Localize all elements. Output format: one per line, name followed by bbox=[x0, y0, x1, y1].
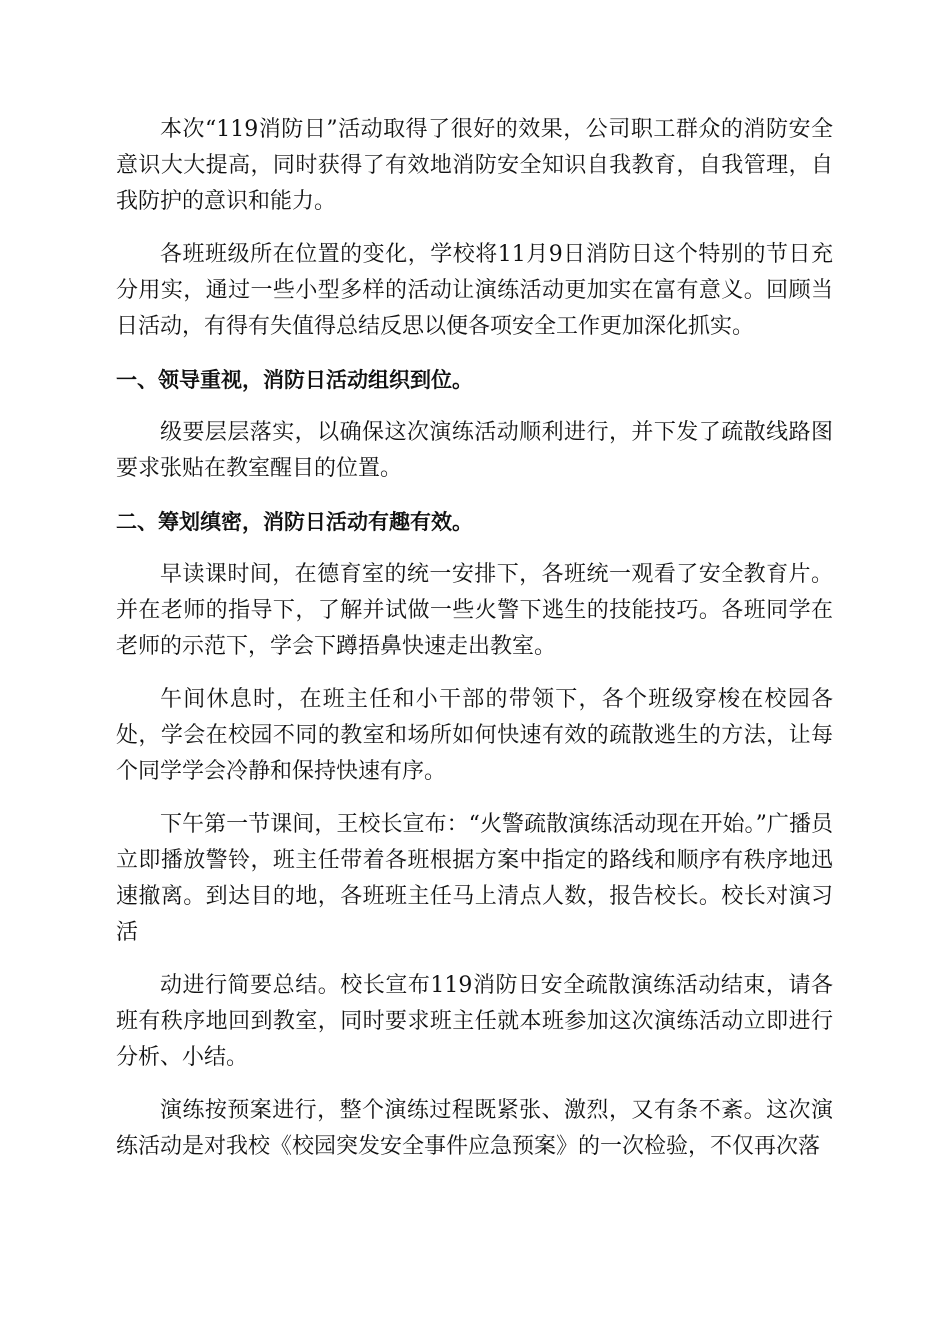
paragraph-afternoon-drill: 下午第一节课间，王校长宣布：“火警疏散演练活动现在开始。”广播员立即播放警铃，班主任带着各班根据方案中指定的路线和顺序有秩序地迅速撤离。到达目的地，各班班主任马上清点人数，报告校长。校长对演习活 bbox=[116, 812, 833, 945]
paragraph-class-location: 各班班级所在位置的变化，学校将11月9日消防日这个特别的节日充分用实，通过一些小型多样的活动让演练活动更加实在富有意义。回顾当日活动，有得有失值得总结反思以便各项安全工作更加深化抓实。 bbox=[116, 242, 833, 339]
document-page bbox=[116, 112, 833, 1182]
paragraph-effect-summary: 本次“119消防日”活动取得了很好的效果，公司职工群众的消防安全意识大大提高，同时获得了有效地消防安全知识自我教育，自我管理，自我防护的意识和能力。 bbox=[116, 117, 833, 214]
paragraph-noon-break: 午间休息时，在班主任和小干部的带领下，各个班级穿梭在校园各处，学会在校园不同的教室和场所如何快速有效的疏散逃生的方法，让每个同学学会冷静和保持快速有序。 bbox=[116, 687, 833, 784]
paragraph-implementation: 级要层层落实，以确保这次演练活动顺利进行，并下发了疏散线路图要求张贴在教室醒目的位置。 bbox=[116, 420, 833, 481]
section-heading-planning: 二、筹划缜密，消防日活动有趣有效。 bbox=[116, 510, 473, 534]
section-heading-leadership: 一、领导重视，消防日活动组织到位。 bbox=[116, 368, 473, 392]
paragraph-drill-summary: 动进行简要总结。校长宣布119消防日安全疏散演练活动结束，请各班有秩序地回到教室，同时要求班主任就本班参加这次演练活动立即进行分析、小结。 bbox=[116, 973, 833, 1070]
paragraph-drill-evaluation: 演练按预案进行，整个演练过程既紧张、激烈，又有条不紊。这次演练活动是对我校《校园突发安全事件应急预案》的一次检验，不仅再次落 bbox=[116, 1098, 833, 1159]
paragraph-morning-reading: 早读课时间，在德育室的统一安排下，各班统一观看了安全教育片。并在老师的指导下，了解并试做一些火警下逃生的技能技巧。各班同学在老师的示范下，学会下蹲捂鼻快速走出教室。 bbox=[116, 562, 833, 659]
